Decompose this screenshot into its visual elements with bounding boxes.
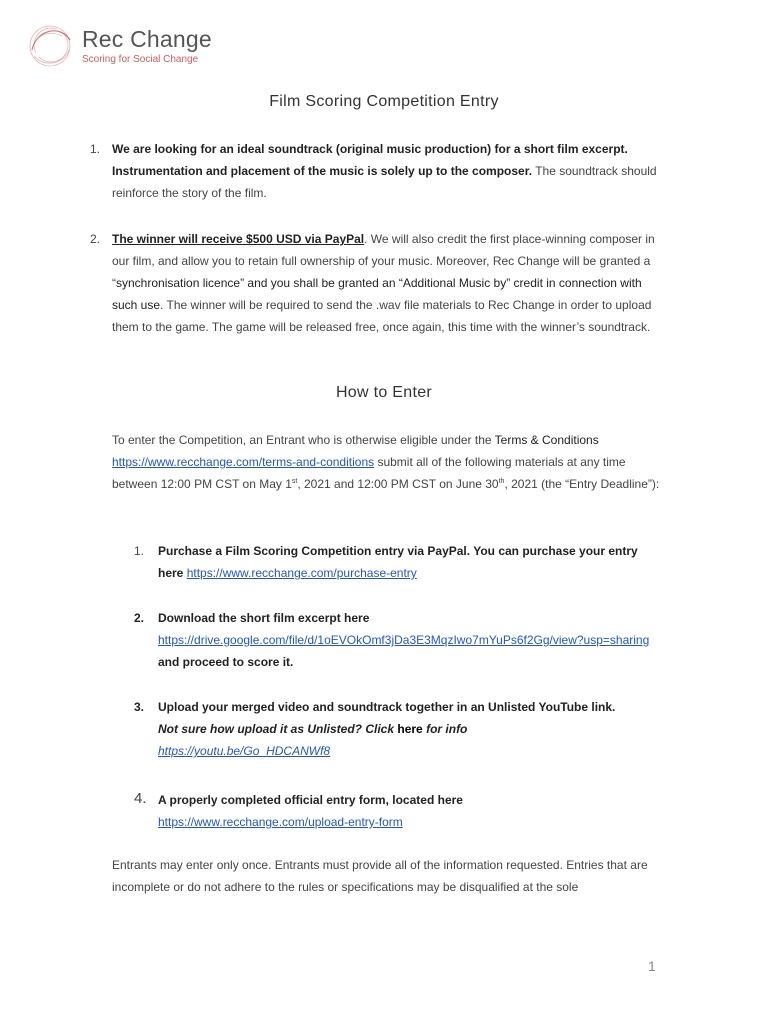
intro-item-1	[112, 138, 660, 204]
step-3-text: Upload your merged video and soundtrack together in an Unlisted YouTube link.	[158, 700, 616, 714]
purchase-entry-link[interactable]: https://www.recchange.com/purchase-entry	[186, 566, 417, 580]
intro-item-2	[112, 228, 660, 338]
step-1-number: 1.	[134, 544, 145, 558]
closing-paragraph: Entrants may enter only once. Entrants must provide all of the information requested. Entries that are incomplete or do not adhere to the rules or specifications may be disqualified at the sole	[112, 858, 648, 894]
licence-credit-text: synchronisation licence” and you shall be granted an “Additional Music by” credit in connection with such use	[112, 276, 642, 312]
entry-intro-text-d: , 2021 (the “Entry Deadline”):	[504, 477, 660, 491]
entry-intro-text-c: , 2021 and 12:00 PM CST on June 30	[297, 477, 499, 491]
step-2-after-text: and proceed to score it.	[158, 655, 294, 669]
step-3-here: here	[397, 722, 423, 736]
sup-st: st	[291, 478, 298, 485]
terms-label: Terms & Conditions	[494, 433, 599, 447]
entry-intro-text-b: submit all of the following materials at any time between 12:00 PM CST on May 1	[112, 455, 626, 491]
intro-item-2-text-b: . The winner will be required to send the .wav file materials to Rec Change in order to upload them to the game. The game will be released free, once again, this time with the winner’s soundtrack.	[112, 298, 652, 334]
brand-name: Rec Change	[82, 26, 212, 52]
rec-change-logo-icon	[24, 20, 76, 72]
page-number: 1	[648, 958, 656, 974]
sup-th: th	[498, 478, 505, 485]
intro-item-1-text: The soundtrack should reinforce the story of the film.	[112, 164, 657, 200]
brand-tagline: Scoring for Social Change	[82, 54, 199, 65]
step-2	[158, 607, 658, 673]
step-2-text: Download the short film excerpt here	[158, 611, 370, 625]
winner-prize-text: The winner will receive $500 USD via PayPal	[112, 232, 365, 246]
entry-intro-text-a: To enter the Competition, an Entrant who is otherwise eligible under the	[112, 433, 495, 447]
step-2-number: 2.	[134, 611, 145, 625]
youtube-info-link[interactable]: https://youtu.be/Go_HDCANWf8	[158, 744, 331, 758]
step-4	[158, 789, 658, 833]
entry-intro-paragraph	[112, 429, 660, 495]
terms-link[interactable]: https://www.recchange.com/terms-and-conditions	[112, 455, 375, 469]
intro-item-1-number: 1.	[90, 142, 101, 156]
document-title: Film Scoring Competition Entry	[269, 93, 499, 110]
film-excerpt-link[interactable]: https://drive.google.com/file/d/1oEVOkOmf3jDa3E3MqzIwo7mYuPs6f2Gg/view?usp=sharing	[158, 633, 650, 647]
intro-item-1-bold: We are looking for an ideal soundtrack (original music production) for a short film excerpt. Instrumentation and placement of the music is solely up to the composer.	[112, 142, 628, 178]
step-1-text: Purchase a Film Scoring Competition entry via PayPal. You can purchase your entry here	[158, 544, 638, 580]
step-1	[158, 540, 638, 584]
step-3-italic-after: for info	[422, 722, 468, 736]
step-3-number: 3.	[134, 700, 145, 714]
intro-item-2-text-a: . We will also credit the first place-winning composer in our film, and allow you to retain full ownership of your music. Moreover, Rec Change will be granted a “	[112, 232, 655, 290]
intro-item-2-number: 2.	[90, 232, 101, 246]
step-3-italic-text: Not sure how upload it as Unlisted? Click	[158, 722, 398, 736]
step-3	[158, 696, 658, 762]
step-4-number: 4.	[134, 790, 147, 807]
how-to-enter-heading: How to Enter	[335, 384, 433, 401]
step-4-text: A properly completed official entry form, located here	[158, 793, 463, 807]
upload-entry-form-link[interactable]: https://www.recchange.com/upload-entry-form	[158, 815, 403, 829]
